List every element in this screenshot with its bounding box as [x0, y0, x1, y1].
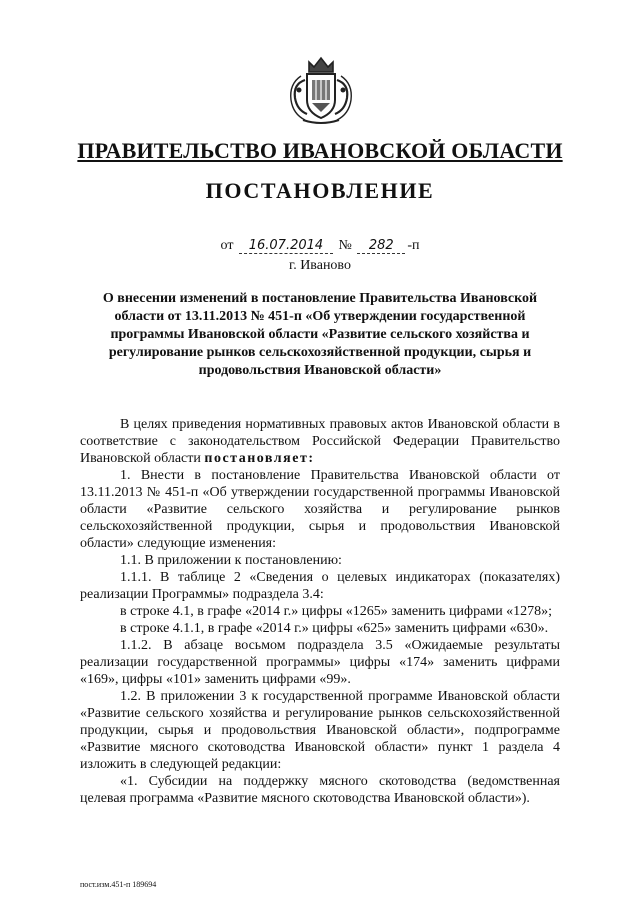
date-prefix: от	[220, 238, 234, 253]
coat-of-arms-icon	[283, 50, 359, 126]
government-title: ПРАВИТЕЛЬСТВО ИВАНОВСКОЙ ОБЛАСТИ	[77, 138, 563, 163]
intro-paragraph	[80, 416, 560, 467]
paragraph-1-1: 1.1. В приложении к постановлению:	[120, 553, 342, 568]
footer-code: пост.изм.451-п 189694	[80, 880, 157, 889]
paragraph-subsidies: «1. Субсидии на поддержку мясного скотоводства (ведомственная целевая программа «Развитие мясного скотоводства Ивановской области»).	[80, 774, 560, 806]
document-type: ПОСТАНОВЛЕНИЕ	[205, 178, 435, 203]
document-subject: О внесении изменений в постановление Правительства Ивановской области от 13.11.2013 № 451-п «Об утверждении государственной программы Ивановской области «Развитие сельского хозяйства и регулирование рынков сельскохозяйственной продукции, сырья и продовольствия Ивановской области»	[102, 291, 538, 378]
number-value: 282	[357, 238, 405, 254]
intro-text: В целях приведения нормативных правовых актов Ивановской области в соответствие с законодательством Российской Федерации Правительство Ивановской области	[80, 417, 560, 466]
resolves-word: постановляет:	[204, 451, 315, 466]
paragraph-1-1-1: 1.1.1. В таблице 2 «Сведения о целевых индикаторах (показателях) реализации Программы» подраздела 3.4:	[80, 570, 560, 602]
paragraph-row-4-1-1: в строке 4.1.1, в графе «2014 г.» цифры «625» заменить цифрами «630».	[120, 621, 549, 636]
number-prefix: №	[338, 238, 352, 253]
paragraph-1-2: 1.2. В приложении 3 к государственной программе Ивановской области «Развитие сельского хозяйства и регулирование рынков сельскохозяйственной продукции, сырья и продовольствия Ивановской области», подпрограмме «Развитие мясного скотоводства Ивановской области» пункт 1 раздела 4 изложить в следующей редакции:	[80, 689, 560, 772]
city: г. Иваново	[289, 258, 351, 273]
document-body	[80, 416, 560, 807]
number-suffix: -п	[407, 238, 420, 253]
paragraph-1-1-2: 1.1.2. В абзаце восьмом подраздела 3.5 «Ожидаемые результаты реализации государственной программы» цифры «174» заменить цифрами «169», цифры «101» заменить цифрами «99».	[80, 638, 560, 687]
date-number-line	[0, 238, 640, 254]
date-value: 16.07.2014	[239, 238, 333, 254]
paragraph-row-4-1: в строке 4.1, в графе «2014 г.» цифры «1265» заменить цифрами «1278»;	[120, 604, 553, 619]
paragraph-1: 1. Внести в постановление Правительства Ивановской области от 13.11.2013 № 451-п «Об утверждении государственной программы Ивановской области «Развитие сельского хозяйства и регулирование рынков сельскохозяйственной продукции, сырья и продовольствия Ивановской области» следующие изменения:	[80, 468, 560, 551]
